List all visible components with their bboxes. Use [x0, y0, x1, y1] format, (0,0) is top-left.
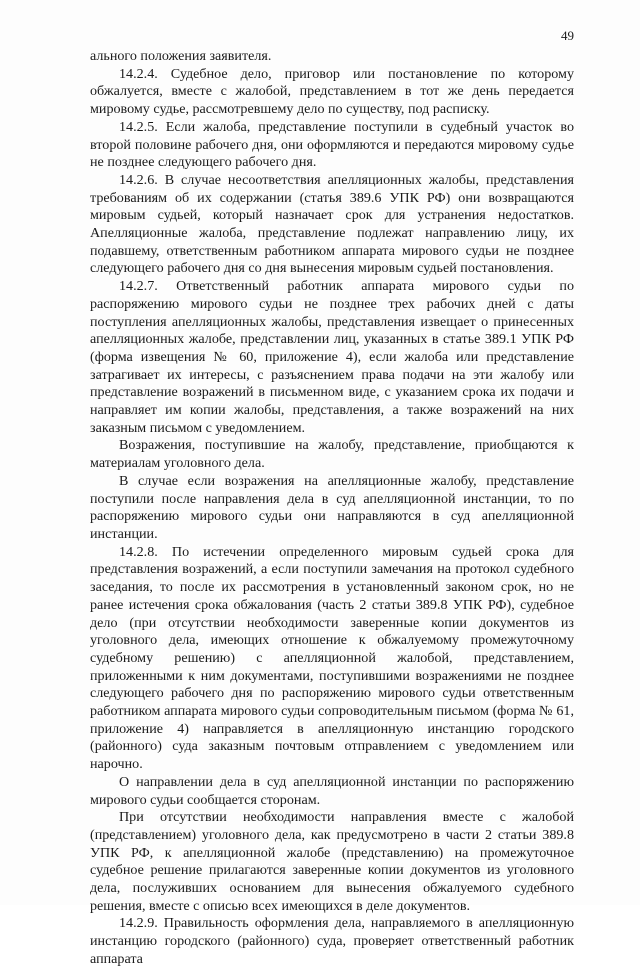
paragraph: 14.2.7. Ответственный работник аппарата мирового судьи по распоряжению мирового судьи не позднее трех рабочих дней с даты поступления апелляционных жалобы, представления извещает о принесенных апелляционных жалобе, представлении лиц, указанных в статье 389.1 УПК РФ (форма извещения № 60, приложение 4), если жалоба или представление затрагивает их интересы, с разъяснением права подачи на эти жалобу или представление возражений в письменном виде, с указанием срока их подачи и направляет им копии жалобы, представления, а также возражений на них заказным письмом с уведомлением. [90, 278, 574, 436]
paragraph: 14.2.8. По истечении определенного мировым судьей срока для представления возражений, а если поступили замечания на протокол судебного заседания, то после их рассмотрения в установленный законом срок, но не ранее истечения срока обжалования (часть 2 статьи 389.8 УПК РФ), судебное дело (при отсутствии необходимости заверенные копии документов из уголовного дела, имеющих отношение к обжалуемому промежуточному судебному решению) с апелляционной жалобой, представлением, приложенными к ним документами, поступившими возражениями не позднее следующего рабочего дня по распоряжению мирового судьи ответственным работником аппарата мирового судьи сопроводительным письмом (форма № 61, приложение 4) направляется в апелляционную инстанцию городского (районного) суда заказным почтовым отправлением с уведомлением или нарочно. [90, 543, 574, 773]
paragraph: В случае если возражения на апелляционные жалобу, представление поступили после направления дела в суд апелляционной инстанции, то по распоряжению мирового судьи они направляются в суд апелляционной инстанции. [90, 472, 574, 542]
paragraph: О направлении дела в суд апелляционной инстанции по распоряжению мирового судьи сообщается сторонам. [90, 773, 574, 808]
paragraph: 14.2.4. Судебное дело, приговор или постановление по которому обжалуется, вместе с жалобой, представлением в тот же день передается мировому судье, рассмотревшему дело по существу, под расписку. [90, 65, 574, 118]
paragraph: 14.2.9. Правильность оформления дела, направляемого в апелляционную инстанцию городского (районного) суда, проверяет ответственный работник аппарата [90, 915, 574, 967]
paragraph: При отсутствии необходимости направления вместе с жалобой (представлением) уголовного дела, как предусмотрено в части 2 статьи 389.8 УПК РФ, к апелляционной жалобе (представлению) на промежуточное судебное решение прилагаются заверенные копии документов из уголовного дела, послуживших основанием для вынесения обжалуемого судебного решения, вместе с описью всех имеющихся в деле документов. [90, 809, 574, 914]
paragraph: Возражения, поступившие на жалобу, представление, приобщаются к материалам уголовного дела. [90, 437, 574, 472]
paragraph: ального положения заявителя. [90, 48, 272, 64]
page-number: 49 [561, 28, 574, 43]
paragraph: 14.2.6. В случае несоответствия апелляционных жалобы, представления требованиям об их содержании (статья 389.6 УПК РФ) они возвращаются мировым судьей, который назначает срок для устранения недостатков. Апелляционные жалоба, представление подлежат направлению лицу, их подавшему, ответственным работником аппарата мирового судьи не позднее следующего рабочего дня со дня вынесения мировым судьей постановления. [90, 171, 574, 277]
document-body [90, 48, 574, 969]
paragraph: 14.2.5. Если жалоба, представление поступили в судебный участок во второй половине рабочего дня, они оформляются и передаются мировому судье не позднее следующего рабочего дня. [90, 118, 574, 171]
